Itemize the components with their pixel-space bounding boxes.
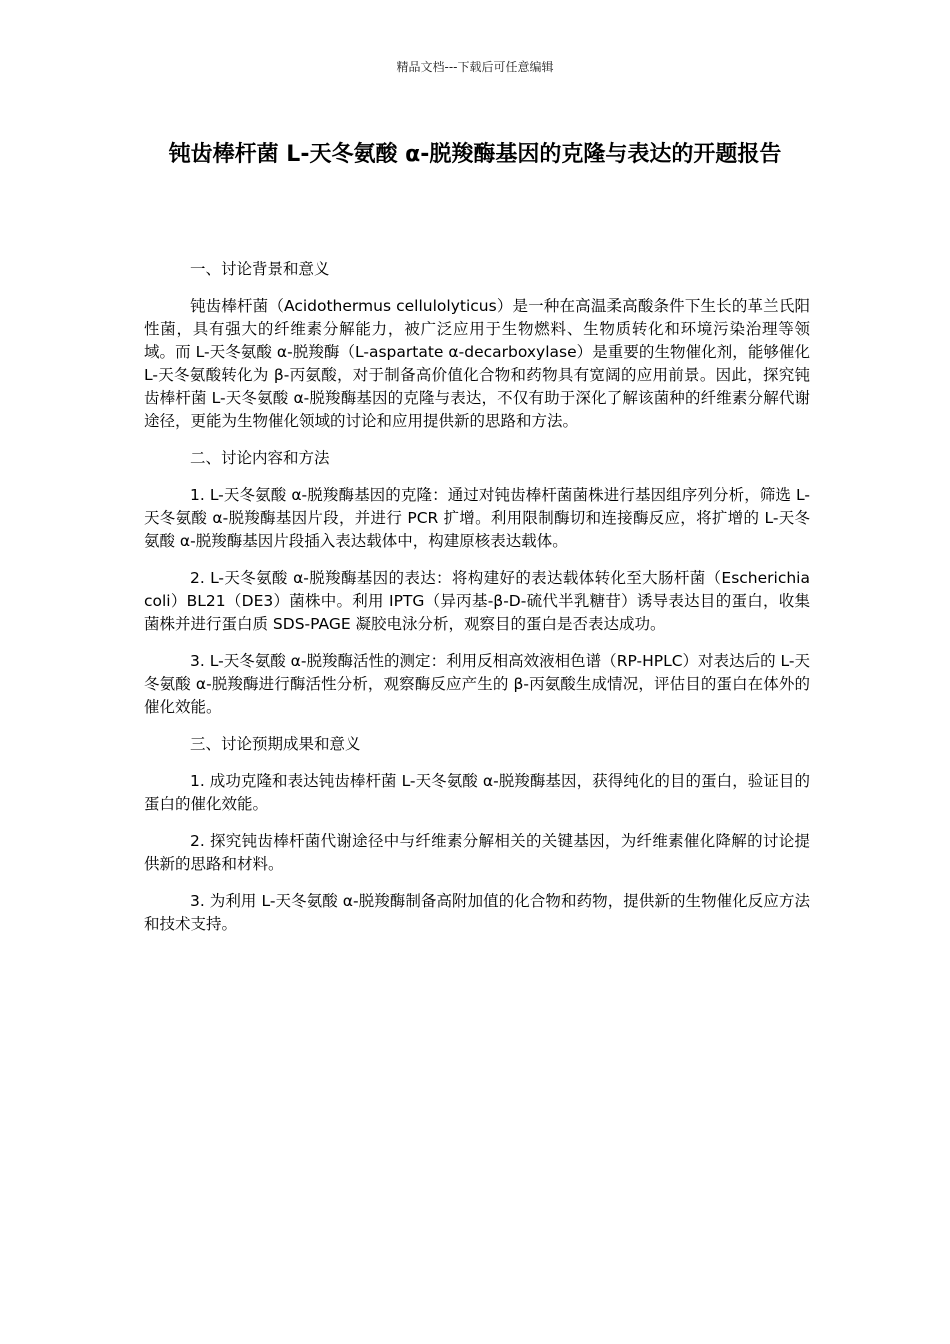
section-heading-methods: 二、讨论内容和方法 xyxy=(190,449,330,467)
paragraph-outcome-1: 1. 成功克隆和表达钝齿棒杆菌 L-天冬氨酸 α-脱羧酶基因，获得纯化的目的蛋白，验证目的蛋白的催化效能。 xyxy=(144,772,810,813)
paragraph-method-cloning: 1. L-天冬氨酸 α-脱羧酶基因的克隆：通过对钝齿棒杆菌菌株进行基因组序列分析，筛选 L-天冬氨酸 α-脱羧酶基因片段，并进行 PCR 扩增。利用限制酶切和连接酶反应，将扩增的 L-天冬氨酸 α-脱羧酶基因片段插入表达载体中，构建原核表达载体。 xyxy=(144,486,810,550)
paragraph-outcome-2: 2. 探究钝齿棒杆菌代谢途径中与纤维素分解相关的关键基因，为纤维素催化降解的讨论提供新的思路和材料。 xyxy=(144,832,810,873)
document-title: 钝齿棒杆菌 L-天冬氨酸 α-脱羧酶基因的克隆与表达的开题报告 xyxy=(168,142,782,167)
document-body xyxy=(144,258,810,950)
paragraph-outcome-3: 3. 为利用 L-天冬氨酸 α-脱羧酶制备高附加值的化合物和药物，提供新的生物催化反应方法和技术支持。 xyxy=(144,892,810,933)
section-heading-background: 一、讨论背景和意义 xyxy=(190,260,330,278)
paragraph-background: 钝齿棒杆菌（Acidothermus cellulolyticus）是一种在高温柔高酸条件下生长的革兰氏阳性菌，具有强大的纤维素分解能力，被广泛应用于生物燃料、生物质转化和环境污染治理等领域。而 L-天冬氨酸 α-脱羧酶（L-aspartate α-decarboxylase）是重要的生物催化剂，能够催化 L-天冬氨酸转化为 β-丙氨酸，对于制备高价值化合物和药物具有宽阔的应用前景。因此，探究钝齿棒杆菌 L-天冬氨酸 α-脱羧酶基因的克隆与表达，不仅有助于深化了解该菌种的纤维素分解代谢途径，更能为生物催化领域的讨论和应用提供新的思路和方法。 xyxy=(144,297,810,430)
header-note: 精品文档---下载后可任意编辑 xyxy=(396,60,554,74)
paragraph-method-activity: 3. L-天冬氨酸 α-脱羧酶活性的测定：利用反相高效液相色谱（RP-HPLC）对表达后的 L-天冬氨酸 α-脱羧酶进行酶活性分析，观察酶反应产生的 β-丙氨酸生成情况，评估目的蛋白在体外的催化效能。 xyxy=(144,652,810,716)
section-heading-outcomes: 三、讨论预期成果和意义 xyxy=(190,735,361,753)
paragraph-method-expression: 2. L-天冬氨酸 α-脱羧酶基因的表达：将构建好的表达载体转化至大肠杆菌（Escherichia coli）BL21（DE3）菌株中。利用 IPTG（异丙基-β-D-硫代半乳糖苷）诱导表达目的蛋白，收集菌株并进行蛋白质 SDS-PAGE 凝胶电泳分析，观察目的蛋白是否表达成功。 xyxy=(144,569,810,633)
